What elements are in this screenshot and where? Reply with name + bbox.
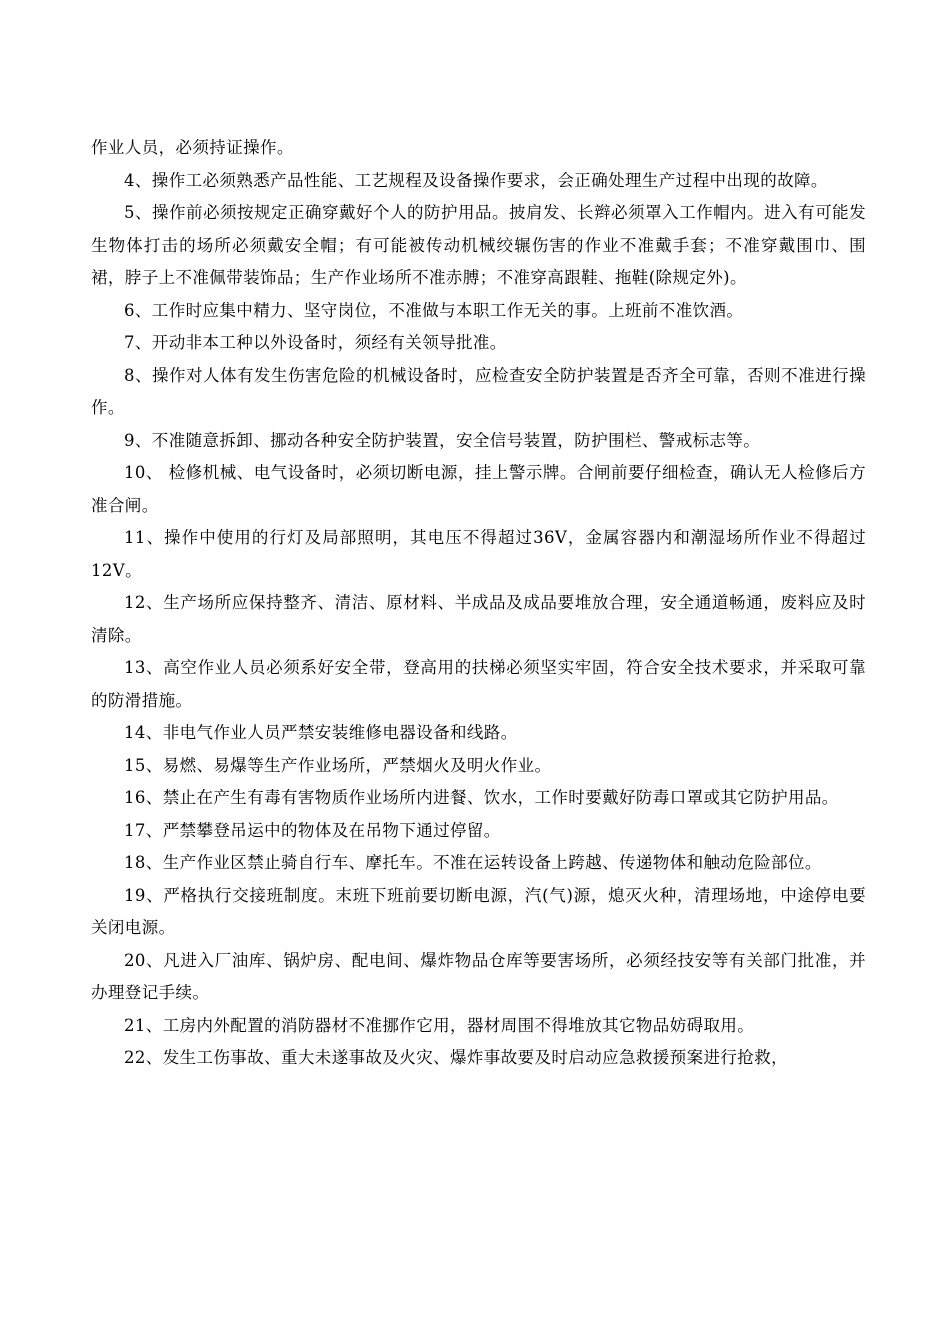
paragraph-item-14: 14、非电气作业人员严禁安装维修电器设备和线路。	[124, 723, 518, 742]
paragraph-item-5: 5、操作前必须按规定正确穿戴好个人的防护用品。披肩发、长辫必须罩入工作帽内。进入有可能发生物体打击的场所必须戴安全帽；有可能被传动机械绞辗伤害的作业不准戴手套；不准穿戴围巾、围裙，脖子上不准佩带装饰品；生产作业场所不准赤膊；不准穿高跟鞋、拖鞋(除规定外)。	[91, 203, 866, 287]
paragraph-item-20: 20、凡进入厂油库、锅炉房、配电间、爆炸物品仓库等要害场所，必须经技安等有关部门批准，并办理登记手续。	[91, 950, 866, 1002]
document-page	[91, 132, 866, 1075]
paragraph-item-15: 15、易燃、易爆等生产作业场所，严禁烟火及明火作业。	[124, 755, 552, 775]
paragraph-item-19: 19、严格执行交接班制度。末班下班前要切断电源，汽(气)源，熄灭火种，清理场地，中途停电要关闭电源。	[91, 885, 866, 937]
paragraph-item-9: 9、不准随意拆卸、挪动各种安全防护装置，安全信号装置，防护围栏、警戒标志等。	[124, 430, 761, 450]
paragraph-item-13: 13、高空作业人员必须系好安全带，登高用的扶梯必须坚实牢固，符合安全技术要求，并采取可靠的防滑措施。	[91, 658, 866, 710]
paragraph-item-21: 21、工房内外配置的消防器材不准挪作它用，器材周围不得堆放其它物品妨碍取用。	[124, 1015, 755, 1035]
paragraph-continuation: 作业人员，必须持证操作。	[91, 138, 294, 157]
paragraph-item-18: 18、生产作业区禁止骑自行车、摩托车。不准在运转设备上跨越、传递物体和触动危险部位。	[124, 853, 822, 872]
paragraph-item-6: 6、工作时应集中精力、坚守岗位，不准做与本职工作无关的事。上班前不准饮酒。	[124, 300, 744, 320]
paragraph-item-10: 10、 检修机械、电气设备时，必须切断电源，挂上警示牌。合闸前要仔细检查，确认无人检修后方准合闸。	[91, 463, 866, 515]
paragraph-item-12: 12、生产场所应保持整齐、清洁、原材料、半成品及成品要堆放合理，安全通道畅通，废料应及时清除。	[91, 593, 866, 645]
paragraph-item-16: 16、禁止在产生有毒有害物质作业场所内进餐、饮水，工作时要戴好防毒口罩或其它防护用品。	[124, 788, 839, 807]
paragraph-item-8: 8、操作对人体有发生伤害危险的机械设备时，应检查安全防护装置是否齐全可靠，否则不准进行操作。	[91, 365, 866, 417]
paragraph-item-22: 22、发生工伤事故、重大未遂事故及火灾、爆炸事故要及时启动应急救援预案进行抢救，	[124, 1048, 788, 1067]
paragraph-item-4: 4、操作工必须熟悉产品性能、工艺规程及设备操作要求，会正确处理生产过程中出现的故障。	[124, 170, 828, 190]
paragraph-item-7: 7、开动非本工种以外设备时，须经有关领导批准。	[124, 333, 507, 352]
paragraph-item-17: 17、严禁攀登吊运中的物体及在吊物下通过停留。	[124, 820, 501, 840]
paragraph-item-11: 11、操作中使用的行灯及局部照明，其电压不得超过36V，金属容器内和潮湿场所作业不得超过12V。	[91, 528, 866, 580]
